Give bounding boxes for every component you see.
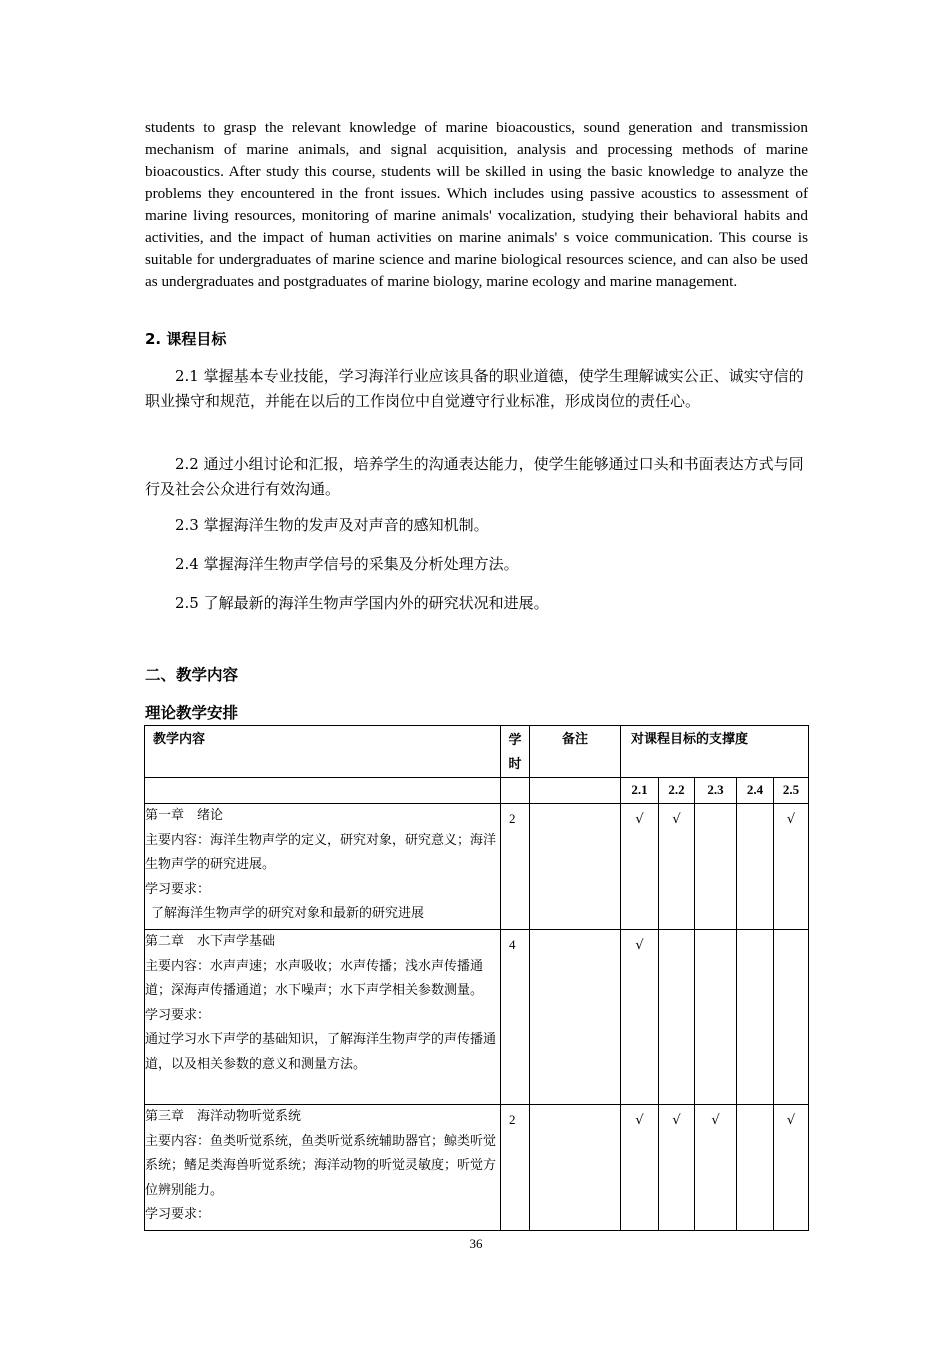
chapter-1-content <box>145 804 501 930</box>
chapter-1-mark-2-1: √ <box>621 804 659 930</box>
header-hours <box>501 726 530 778</box>
chapter-1-mark-2-5: √ <box>774 804 809 930</box>
section-heading-course-objectives: 2. 课程目标 <box>145 330 227 348</box>
chapter-title: 第三章 海洋动物听觉系统 <box>145 1109 302 1124</box>
page-number: 36 <box>469 1236 483 1251</box>
objective-2-4: 2.4 掌握海洋生物声学信号的采集及分析处理方法。 <box>175 555 519 573</box>
chapter-2-notes <box>530 930 621 1105</box>
objective-2-1: 2.1 掌握基本专业技能，学习海洋行业应该具备的职业道德，使学生理解诚实公正、诚实守信的职业操守和规范，并能在以后的工作岗位中自觉遵守行业标准，形成岗位的责任心。 <box>145 367 804 410</box>
chapter-2-mark-2-3 <box>695 930 737 1105</box>
subheader-empty-notes <box>530 778 621 804</box>
english-description-paragraph: students to grasp the relevant knowledge of marine bioacoustics, sound generation and transmission mechanism of marine animals, and signal acquisition, analysis and processing methods of marine bioacoustics. After study this course, students will be skilled in using the basic knowledge to analyze the problems they encountered in the front issues. Which includes using passive acoustics to assessment of marine living resources, monitoring of marine animals' vocalization, studying their behavioral habits and activities, and the impact of human activities on marine animals' s voice communication. This course is suitable for undergraduates of marine science and marine biological resources science, and can also be used as undergraduates and postgraduates of marine biology, marine ecology and marine management. <box>145 119 808 290</box>
chapter-3-mark-2-3: √ <box>695 1105 737 1231</box>
chapter-1-mark-2-3 <box>695 804 737 930</box>
chapter-2-mark-2-4 <box>737 930 774 1105</box>
requirement-text: 了解海洋生物声学的研究对象和最新的研究进展 <box>151 906 425 921</box>
chapter-3-hours: 2 <box>501 1105 530 1231</box>
header-notes: 备注 <box>530 726 621 778</box>
chapter-main-content: 主要内容：海洋生物声学的定义，研究对象，研究意义；海洋生物声学的研究进展。 <box>145 832 497 872</box>
chapter-3-mark-2-4 <box>737 1105 774 1231</box>
chapter-3-mark-2-5: √ <box>774 1105 809 1231</box>
subheader-empty-hours <box>501 778 530 804</box>
subheader-goal-2-1: 2.1 <box>621 778 659 804</box>
objective-2-3: 2.3 掌握海洋生物的发声及对声音的感知机制。 <box>175 516 489 534</box>
chapter-3-mark-2-2: √ <box>659 1105 695 1231</box>
chapter-2-mark-2-2 <box>659 930 695 1105</box>
part-heading-teaching-content: 二、教学内容 <box>145 666 239 684</box>
chapter-2-content <box>145 930 501 1105</box>
chapter-main-content: 主要内容：鱼类听觉系统，鱼类听觉系统辅助器官；鲸类听觉系统；鳍足类海兽听觉系统；海洋动物的听觉灵敏度；听觉方位辨别能力。 <box>145 1133 497 1198</box>
objective-2-5: 2.5 了解最新的海洋生物声学国内外的研究状况和进展。 <box>175 594 549 612</box>
chapter-3-mark-2-1: √ <box>621 1105 659 1231</box>
chapter-1-mark-2-4 <box>737 804 774 930</box>
subheader-goal-2-2: 2.2 <box>659 778 695 804</box>
table-header-row <box>145 726 809 778</box>
subheader-goal-2-4: 2.4 <box>737 778 774 804</box>
chapter-main-content: 主要内容：水声声速；水声吸收；水声传播；浅水声传播通道；深海声传播通道；水下噪声；水下声学相关参数测量。 <box>145 958 484 998</box>
table-row <box>145 930 809 1105</box>
objective-2-2: 2.2 通过小组讨论和汇报，培养学生的沟通表达能力，使学生能够通过口头和书面表达方式与同行及社会公众进行有效沟通。 <box>145 455 804 498</box>
chapter-1-mark-2-2: √ <box>659 804 695 930</box>
chapter-3-notes <box>530 1105 621 1231</box>
header-objective-support: 对课程目标的支撑度 <box>621 726 809 778</box>
subheader-goal-2-5: 2.5 <box>774 778 809 804</box>
requirement-label: 学习要求： <box>145 881 211 897</box>
requirement-text: 通过学习水下声学的基础知识，了解海洋生物声学的声传播通道，以及相关参数的意义和测量方法。 <box>145 1032 497 1072</box>
chapter-2-mark-2-1: √ <box>621 930 659 1105</box>
table-heading-theory-schedule: 理论教学安排 <box>145 704 239 722</box>
header-teaching-content: 教学内容 <box>145 726 501 778</box>
requirement-label: 学习要求： <box>145 1207 211 1222</box>
chapter-3-content <box>145 1105 501 1231</box>
table-subheader-row <box>145 778 809 804</box>
chapter-1-hours: 2 <box>501 804 530 930</box>
chapter-2-mark-2-5 <box>774 930 809 1105</box>
chapter-2-hours: 4 <box>501 930 530 1105</box>
subheader-empty-content <box>145 778 501 804</box>
header-hours-label: 学时 <box>508 733 522 772</box>
table-row <box>145 1105 809 1231</box>
table-row <box>145 804 809 930</box>
chapter-title: 第一章 绪论 <box>145 808 224 823</box>
chapter-title: 第二章 水下声学基础 <box>145 934 276 949</box>
chapter-1-notes <box>530 804 621 930</box>
requirement-label: 学习要求： <box>145 1007 211 1023</box>
subheader-goal-2-3: 2.3 <box>695 778 737 804</box>
theory-teaching-table <box>144 725 809 1231</box>
